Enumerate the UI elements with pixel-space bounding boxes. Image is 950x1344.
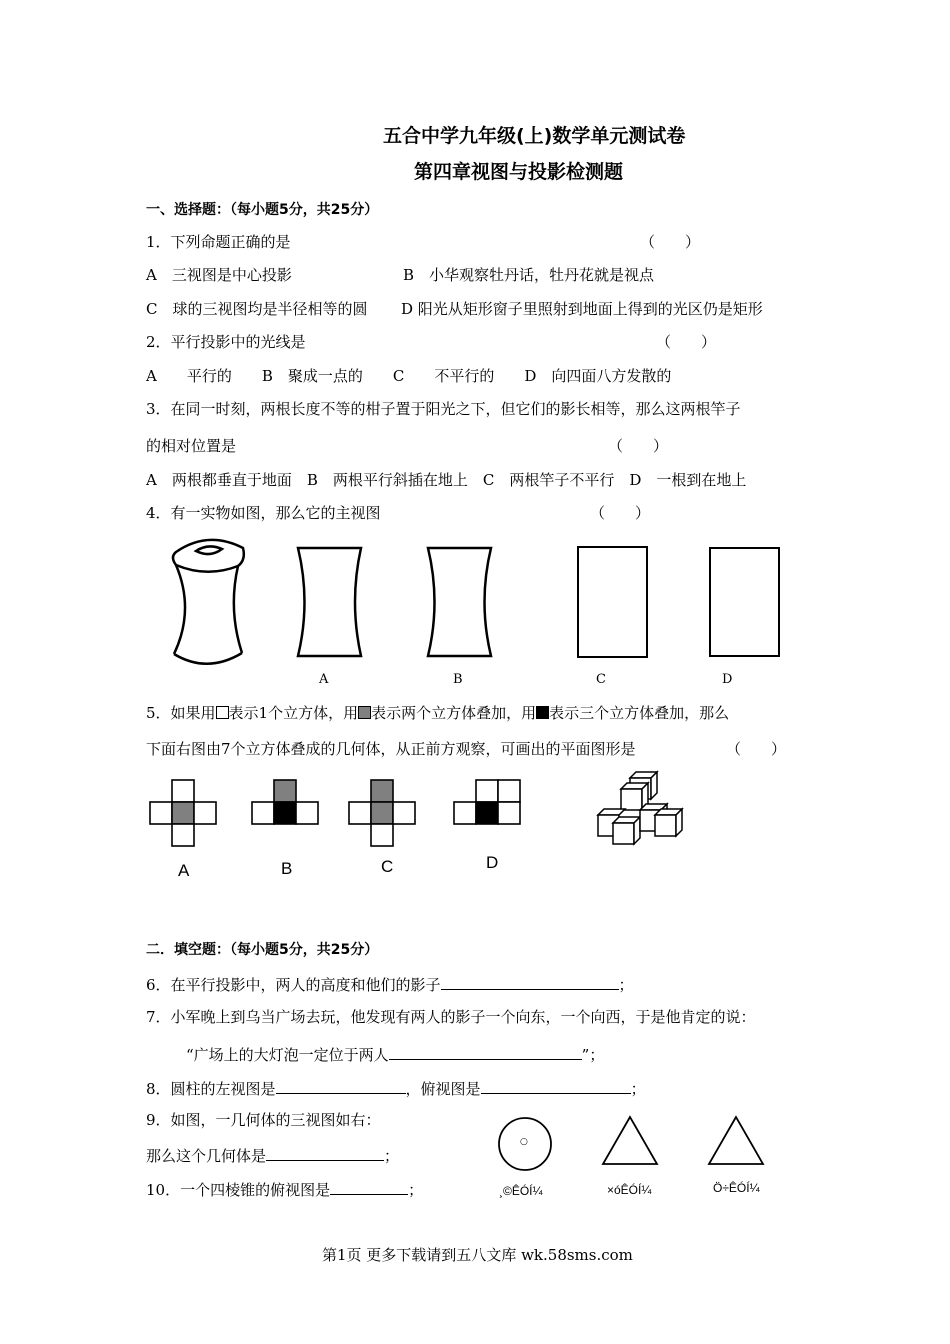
q9-line2-text: 那么这个几何体是	[146, 1147, 267, 1165]
q9-line1: 9．如图，一几何体的三视图如右：	[146, 1111, 381, 1129]
q4-paren: （ ）	[590, 504, 651, 522]
q1-option-b: B 小华观察牡丹话，牡丹花就是视点	[403, 266, 655, 284]
q3-stem-line2: 的相对位置是	[146, 437, 237, 455]
q1-paren: （ ）	[640, 233, 701, 251]
q2-options: A 平行的 B 聚成一点的 C 不平行的 D 向四面八方发散的	[146, 367, 672, 385]
q5-line2: 下面右图由7个立方体叠成的几何体，从正前方观察，可画出的平面图形是	[146, 740, 636, 758]
q3-paren: （ ）	[608, 437, 669, 455]
q7-end: ”；	[581, 1046, 605, 1064]
q5-line1-part-b: 表示1个立方体，用	[228, 704, 359, 722]
q4-label-c: C	[596, 672, 606, 687]
q9-circle-center-mark: ○	[520, 1137, 528, 1147]
q5-line1-part-c: 表示两个立方体叠加，用	[371, 704, 537, 722]
q8-end: ；	[630, 1080, 646, 1098]
q1-stem: 1．下列命题正确的是	[146, 233, 291, 251]
q5-line1-part-d: 表示三个立方体叠加，那么	[549, 704, 730, 722]
q7-line1: 7．小军晚上到乌当广场去玩，他发现有两人的影子一个向东，一个向西，于是他肯定的说：	[146, 1008, 756, 1026]
page-title: 五合中学九年级(上)数学单元测试卷	[383, 125, 686, 147]
q10-end: ；	[408, 1181, 424, 1199]
page-footer: 第1页 更多下载请到五八文库 wk.58sms.com	[322, 1246, 633, 1264]
q9-left-view-triangle	[603, 1117, 657, 1164]
q9-top-view-label: ¸©ÊÓÍ¼	[499, 1184, 543, 1198]
q9-end: ；	[384, 1147, 400, 1165]
q2-paren: （ ）	[656, 333, 717, 351]
q6-end: ；	[618, 976, 634, 994]
q6-text: 6．在平行投影中，两人的高度和他们的影子	[146, 976, 441, 994]
q2-stem: 2．平行投影中的光线是	[146, 333, 306, 351]
q5-label-d: D	[486, 853, 499, 872]
q5-line1-part-a: 5．如果用	[146, 704, 216, 722]
q9-front-view-label: Ö÷ÊÓÍ¼	[713, 1181, 760, 1195]
q4-label-a: A	[319, 672, 329, 687]
section-heading-choice: 一、选择题：（每小题5分，共25分）	[146, 202, 379, 218]
q5-paren: （ ）	[726, 740, 787, 758]
q1-option-c: C 球的三视图均是半径相等的圆	[146, 300, 368, 318]
q7-line2-text: “广场上的大灯泡一定位于两人	[186, 1046, 389, 1064]
q4-label-b: B	[453, 672, 463, 687]
q5-label-b: B	[281, 859, 293, 878]
q9-front-view-triangle	[709, 1117, 763, 1164]
q8-text-b: ，俯视图是	[405, 1080, 481, 1098]
q1-option-d: D 阳光从矩形窗子里照射到地面上得到的光区仍是矩形	[401, 300, 763, 318]
section-heading-fill: 二．填空题：（每小题5分，共25分）	[146, 942, 379, 958]
q4-label-d: D	[722, 672, 733, 687]
q5-label-a: A	[178, 861, 190, 880]
q3-stem-line1: 3．在同一时刻，两根长度不等的柑子置于阳光之下，但它们的影长相等，那么这两根竿子	[146, 400, 741, 418]
q1-option-a: A 三视图是中心投影	[146, 266, 292, 284]
q9-left-view-label: ×óÊÓÍ¼	[607, 1183, 652, 1197]
q8-text-a: 8．圆柱的左视图是	[146, 1080, 276, 1098]
q4-stem: 4．有一实物如图，那么它的主视图	[146, 504, 381, 522]
q5-label-c: C	[381, 857, 394, 876]
q3-options: A 两根都垂直于地面 B 两根平行斜插在地上 C 两根竿子不平行 D 一根到在地上	[146, 471, 747, 489]
page-subtitle: 第四章视图与投影检测题	[414, 161, 624, 183]
q10-text: 10．一个四棱锥的俯视图是	[146, 1181, 331, 1199]
